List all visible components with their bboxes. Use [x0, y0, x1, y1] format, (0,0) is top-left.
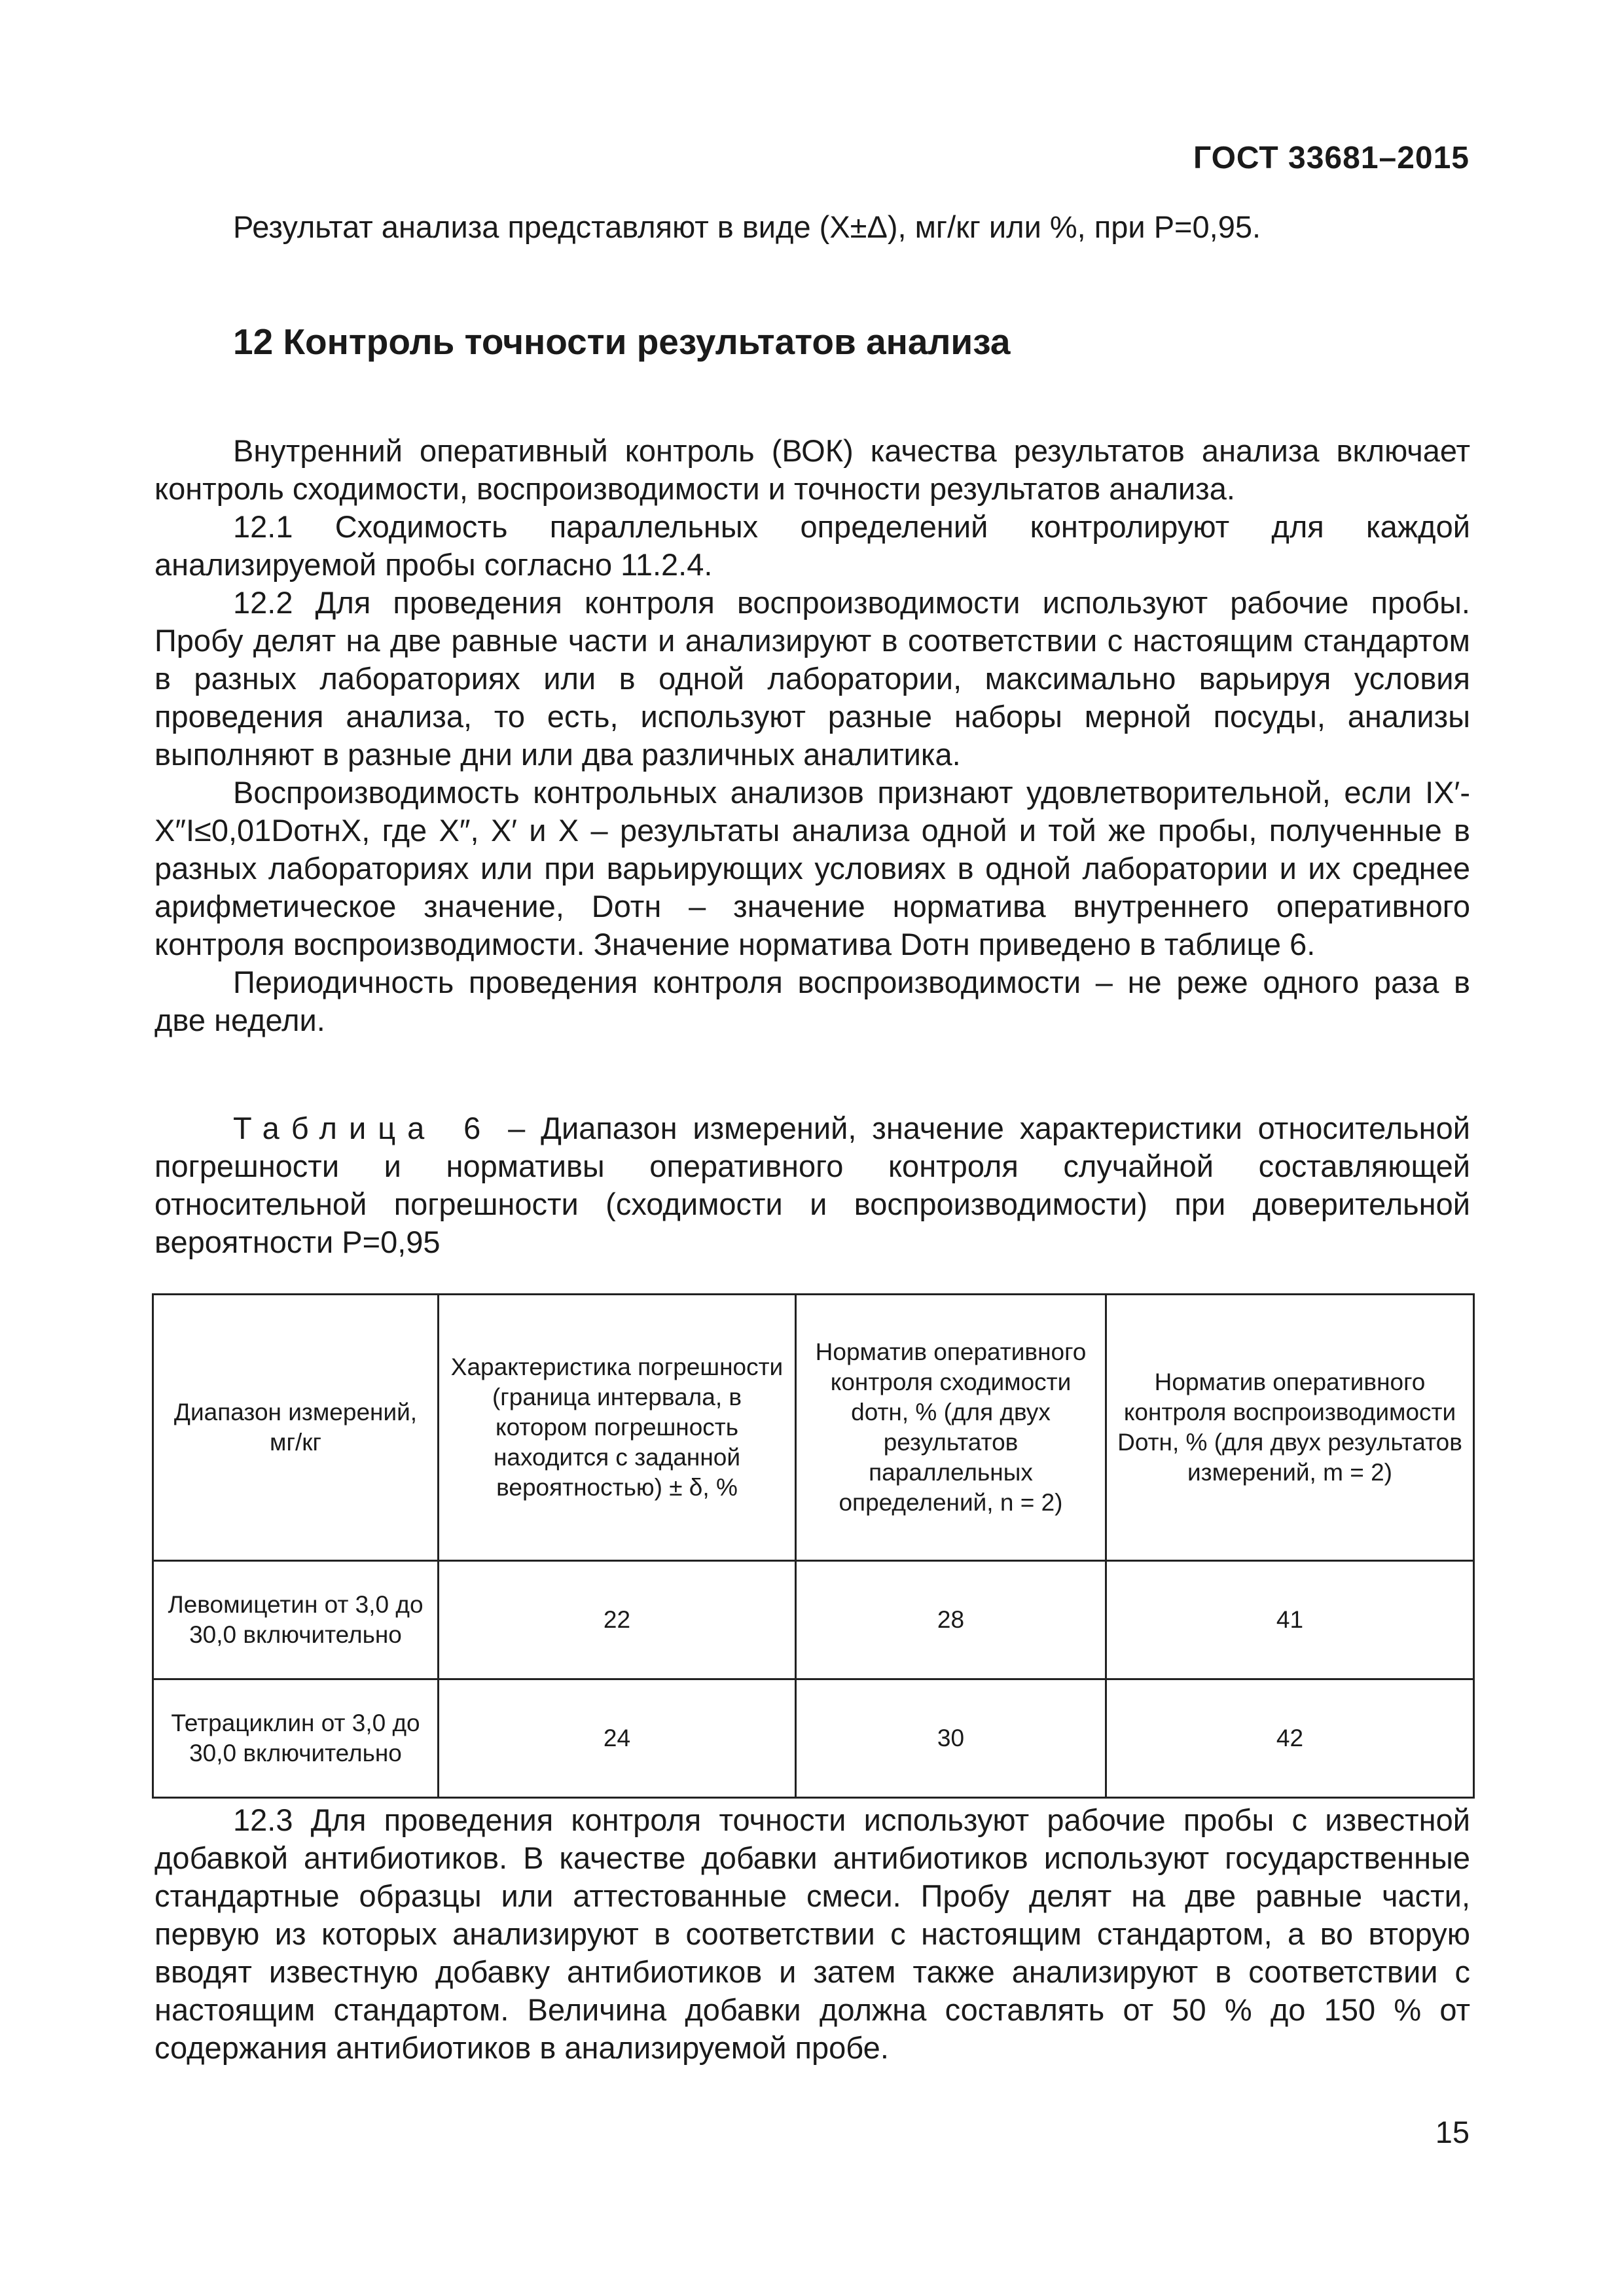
- page-number: 15: [1435, 2115, 1470, 2149]
- table-row: [153, 1679, 1474, 1798]
- standard-header: ГОСТ 33681–2015: [1193, 141, 1470, 175]
- paragraph-12-3: 12.3 Для проведения контроля точности используют рабочие пробы с известной добавкой антибиотиков. В качестве добавки антибиотиков используют государственные стандартные образцы или аттестованные смеси. Пробу делят на две равные части, первую из которых анализируют в соответствии с настоящим стандартом, а во вторую вводят известную добавку антибиотиков и затем также анализируют в соответствии с настоящим стандартом. Величина добавки должна составлять от 50 % до 150 % от содержания антибиотиков в анализируемой пробе.: [154, 1803, 1470, 2065]
- cell-delta: 22: [439, 1561, 796, 1679]
- cell-reproducibility: 42: [1106, 1679, 1474, 1798]
- paragraph-periodicity: Периодичность проведения контроля воспроизводимости – не реже одного раза в две недели.: [154, 965, 1470, 1037]
- paragraph-12-1: 12.1 Сходимость параллельных определений контролируют для каждой анализируемой пробы согласно 11.2.4.: [154, 509, 1470, 582]
- paragraph-12-2: 12.2 Для проведения контроля воспроизводимости используют рабочие пробы. Пробу делят на две равные части и анализируют в соответствии с настоящим стандартом в разных лабораториях или в одной лаборатории, максимально варьируя условия проведения анализа, то есть, используют разные наборы мерной посуды, анализы выполняют в разные дни или два различных аналитика.: [154, 585, 1470, 772]
- section-heading: 12 Контроль точности результатов анализа: [233, 321, 1011, 362]
- header-delta: Характеристика погрешности (граница интервала, в котором погрешность находится с заданной вероятностью) ± δ, %: [439, 1295, 796, 1561]
- table-6: [152, 1293, 1475, 1799]
- section-body: [154, 432, 1470, 1039]
- paragraph-vok: Внутренний оперативный контроль (ВОК) качества результатов анализа включает контроль сходимости, воспроизводимости и точности результатов анализа.: [154, 433, 1470, 506]
- intro-paragraph: Результат анализа представляют в виде (X±Δ), мг/кг или %, при P=0,95.: [233, 209, 1261, 244]
- paragraph-reproducibility: Воспроизводимость контрольных анализов признают удовлетворительной, если IX′-X″I≤0,01DотнX, где X″, X′ и X – результаты анализа одной и той же пробы, полученные в разных лабораториях или при варьирующих условиях в одной лаборатории и их среднее арифметическое значение, Dотн – значение норматива внутреннего оперативного контроля воспроизводимости. Значение норматива Dотн приведено в таблице 6.: [154, 775, 1470, 961]
- cell-repeatability: 28: [796, 1561, 1106, 1679]
- cell-delta: 24: [439, 1679, 796, 1798]
- intro-block: [154, 208, 1470, 246]
- cell-repeatability: 30: [796, 1679, 1106, 1798]
- table-header-row: [153, 1295, 1474, 1561]
- table-caption: [154, 1109, 1470, 1261]
- cell-reproducibility: 41: [1106, 1561, 1474, 1679]
- header-repeatability: Норматив оперативного контроля сходимости dотн, % (для двух результатов параллельных определений, n = 2): [796, 1295, 1106, 1561]
- table-row: [153, 1561, 1474, 1679]
- table-caption-label: Таблица 6: [233, 1111, 493, 1145]
- cell-range: Левомицетин от 3,0 до 30,0 включительно: [153, 1561, 439, 1679]
- cell-range: Тетрациклин от 3,0 до 30,0 включительно: [153, 1679, 439, 1798]
- header-range: Диапазон измерений, мг/кг: [153, 1295, 439, 1561]
- table-caption-text: – Диапазон измерений, значение характеристики относительной погрешности и нормативы оперативного контроля случайной составляющей относительной погрешности (сходимости и воспроизводимости) при доверительной вероятности P=0,95: [154, 1111, 1471, 1259]
- header-reproducibility: Норматив оперативного контроля воспроизводимости Dотн, % (для двух результатов измерений, m = 2): [1106, 1295, 1474, 1561]
- accuracy-block: [154, 1801, 1470, 2067]
